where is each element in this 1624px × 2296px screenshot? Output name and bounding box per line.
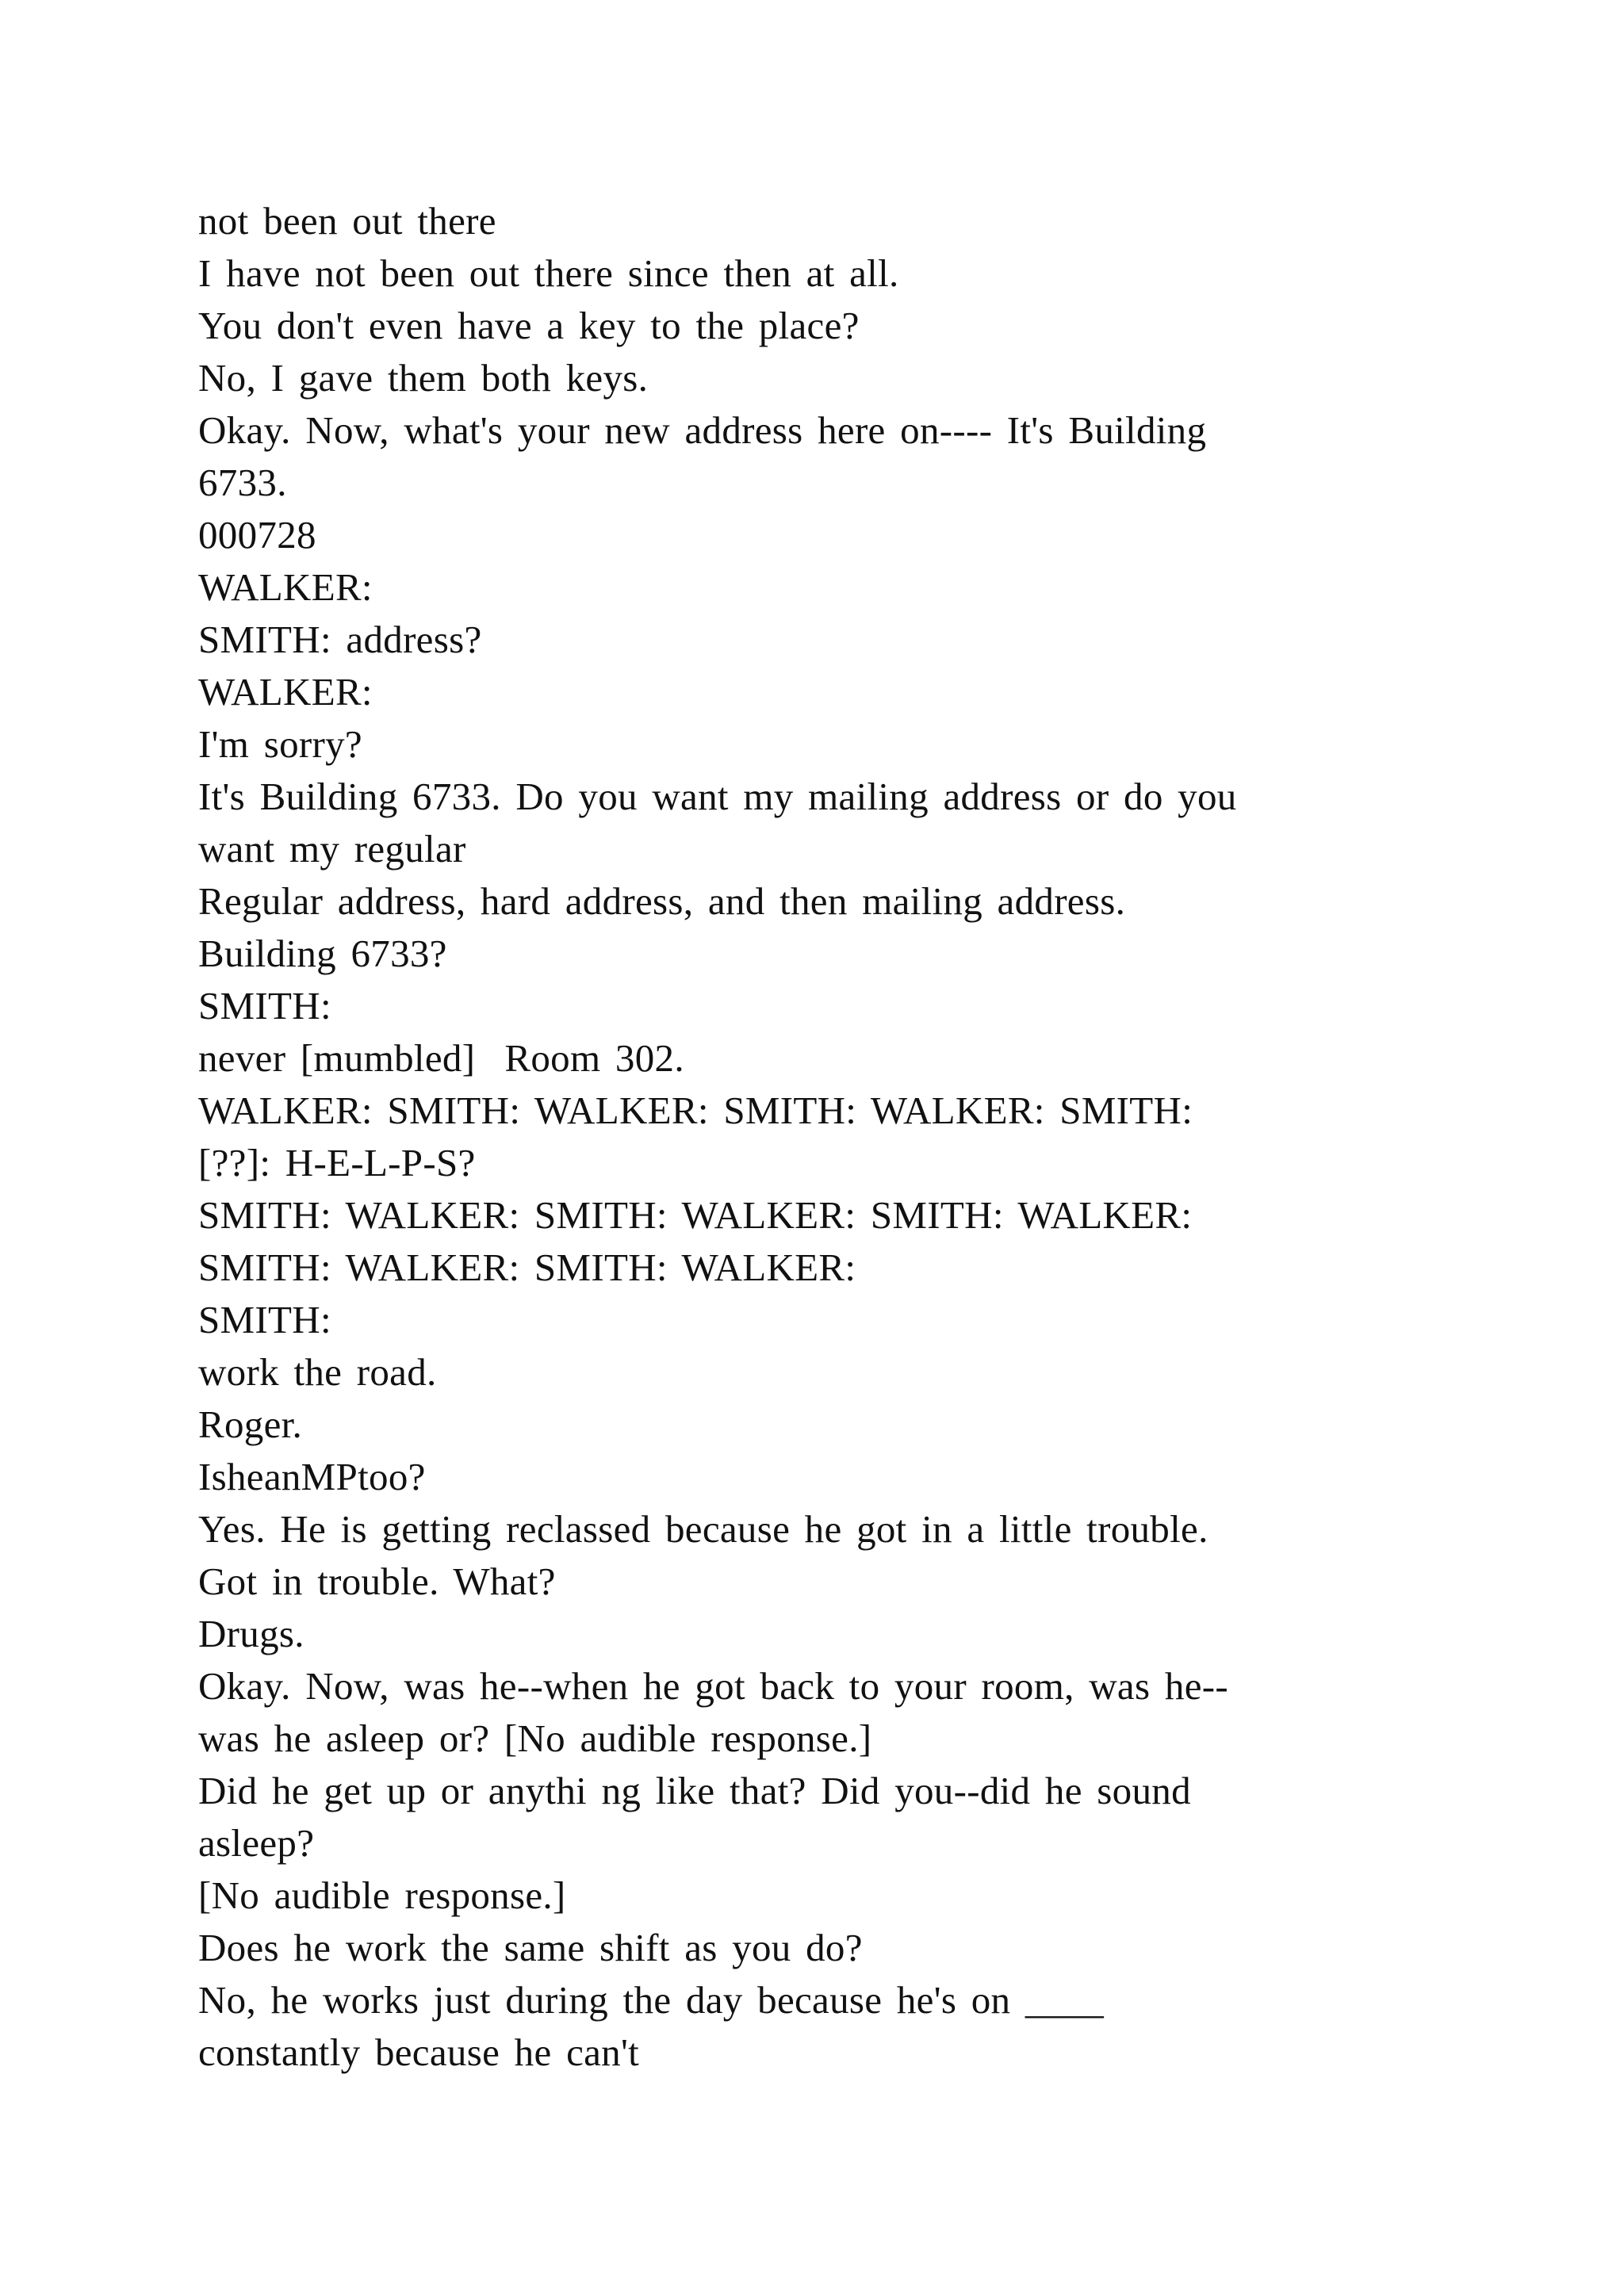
transcript-line: It's Building 6733. Do you want my mailing address or do you [198, 775, 1237, 818]
transcript-line: Okay. Now, was he--when he got back to your room, was he-- [198, 1664, 1228, 1708]
transcript-line: WALKER: [198, 565, 373, 609]
transcript-line: Regular address, hard address, and then mailing address. [198, 879, 1126, 923]
transcript-line: SMITH: WALKER: SMITH: WALKER: [198, 1246, 856, 1289]
transcript-line: SMITH: address? [198, 618, 482, 661]
transcript-line: [??]: H-E-L-P-S? [198, 1141, 476, 1184]
transcript-line: Did he get up or anythi ng like that? Did you--did he sound [198, 1769, 1191, 1812]
transcript-line: You don't even have a key to the place? [198, 304, 860, 347]
transcript-line: I have not been out there since then at all. [198, 251, 899, 295]
transcript-line: Roger. [198, 1402, 303, 1446]
transcript-line: WALKER: [198, 670, 373, 714]
transcript-line: Drugs. [198, 1612, 304, 1655]
transcript-line: [No audible response.] [198, 1873, 566, 1917]
transcript-line: Does he work the same shift as you do? [198, 1926, 863, 1969]
transcript-line: Okay. Now, what's your new address here on---- It's Building [198, 408, 1207, 452]
transcript-line: was he asleep or? [No audible response.] [198, 1716, 872, 1760]
transcript-line: asleep? [198, 1821, 315, 1865]
transcript-line: SMITH: [198, 984, 331, 1027]
transcript-line: I'm sorry? [198, 722, 362, 766]
transcript-line: never [mumbled] Room 302. [198, 1036, 684, 1080]
transcript-line: Yes. He is getting reclassed because he got in a little trouble. [198, 1507, 1208, 1551]
transcript-line: work the road. [198, 1350, 437, 1394]
transcript-line: SMITH: [198, 1298, 331, 1341]
transcript-text [198, 195, 1435, 2079]
transcript-line: constantly because he can't [198, 2030, 640, 2074]
transcript-line: 000728 [198, 513, 316, 557]
transcript-line: No, I gave them both keys. [198, 356, 649, 400]
transcript-line: not been out there [198, 199, 496, 243]
transcript-line: WALKER: SMITH: WALKER: SMITH: WALKER: SMITH: [198, 1089, 1193, 1132]
transcript-line: IsheanMPtoo? [198, 1455, 426, 1498]
transcript-line: No, he works just during the day because he's on ____ [198, 1978, 1105, 2022]
transcript-line: 6733. [198, 461, 287, 504]
transcript-line: want my regular [198, 827, 466, 871]
transcript-line: Building 6733? [198, 932, 447, 975]
transcript-line: SMITH: WALKER: SMITH: WALKER: SMITH: WALKER: [198, 1193, 1193, 1237]
transcript-line: Got in trouble. What? [198, 1559, 556, 1603]
